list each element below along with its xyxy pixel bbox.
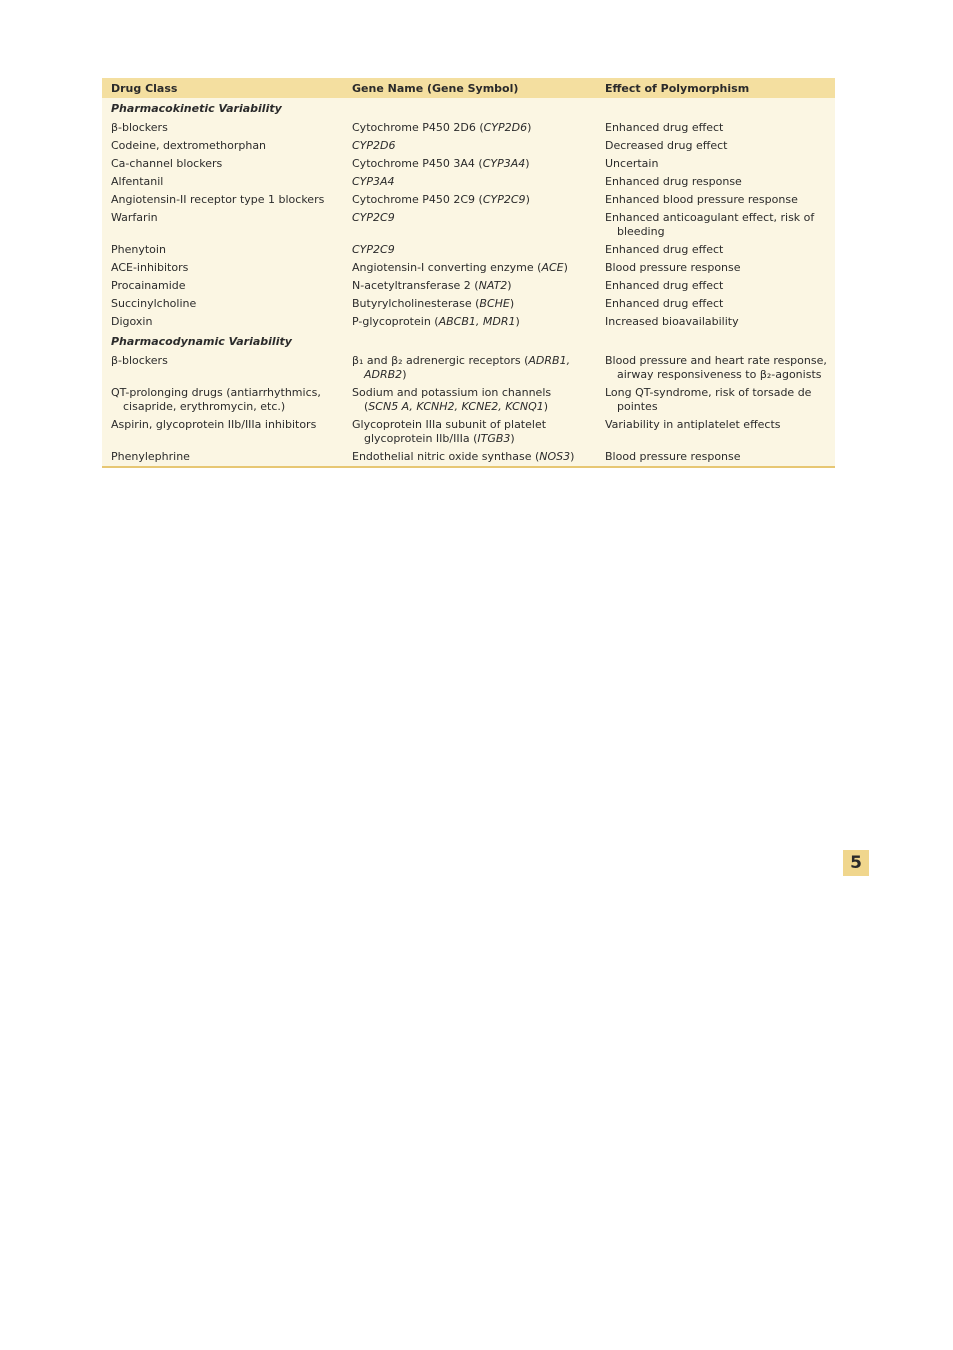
effect-cell-text: Blood pressure response: [605, 261, 741, 274]
gene-name-cell-text: Sodium and potassium ion channels (SCN5 A, KCNH2, KCNE2, KCNQ1): [352, 386, 552, 413]
gene-name-cell-text: CYP3A4: [352, 175, 395, 188]
effect-cell: [596, 384, 835, 416]
drug-class-cell: [102, 352, 343, 384]
effect-cell-text: Enhanced blood pressure response: [605, 193, 798, 206]
drug-class-cell: [102, 137, 343, 155]
gene-name-cell-text: Angiotensin-I converting enzyme (ACE): [352, 261, 568, 274]
table-row: [102, 137, 835, 155]
table-row: [102, 352, 835, 384]
drug-class-cell: [102, 209, 343, 241]
drug-class-cell: [102, 259, 343, 277]
gene-name-cell: [343, 241, 596, 259]
gene-name-cell: [343, 173, 596, 191]
gene-name-cell: [343, 448, 596, 466]
table-row: [102, 313, 835, 331]
drug-class-cell: [102, 448, 343, 466]
effect-cell-text: Variability in antiplatelet effects: [605, 418, 781, 431]
effect-cell-text: Enhanced drug response: [605, 175, 742, 188]
drug-class-cell-text: Codeine, dextromethorphan: [111, 139, 267, 152]
table-row: [102, 384, 835, 416]
effect-cell: [596, 209, 835, 241]
gene-name-cell-text: Cytochrome P450 2C9 (CYP2C9): [352, 193, 530, 206]
gene-name-cell-text: P-glycoprotein (ABCB1, MDR1): [352, 315, 520, 328]
table-row: [102, 241, 835, 259]
gene-name-cell: [343, 384, 596, 416]
gene-name-cell: [343, 155, 596, 173]
header-gene-name: Gene Name (Gene Symbol): [343, 78, 596, 98]
effect-cell: [596, 352, 835, 384]
table-row: [102, 416, 835, 448]
drug-class-cell-text: Phenylephrine: [111, 450, 190, 463]
effect-cell: [596, 295, 835, 313]
drug-class-cell-text: Alfentanil: [111, 175, 164, 188]
drug-class-cell-text: β-blockers: [111, 354, 168, 367]
drug-class-cell: [102, 295, 343, 313]
table-row: [102, 191, 835, 209]
gene-name-cell: [343, 209, 596, 241]
effect-cell-text: Uncertain: [605, 157, 659, 170]
drug-class-cell-text: QT-prolonging drugs (antiarrhythmics, cisapride, erythromycin, etc.): [111, 386, 321, 413]
section-header-row: [102, 98, 835, 119]
drug-class-cell: [102, 155, 343, 173]
gene-name-cell: [343, 416, 596, 448]
section-title: Pharmacodynamic Variability: [111, 335, 292, 348]
gene-name-cell-text: Glycoprotein IIIa subunit of platelet glycoprotein IIb/IIIa (ITGB3): [352, 418, 547, 445]
effect-cell-text: Decreased drug effect: [605, 139, 728, 152]
drug-class-cell: [102, 313, 343, 331]
table-row: [102, 259, 835, 277]
effect-cell: [596, 448, 835, 466]
effect-cell: [596, 277, 835, 295]
gene-name-cell: [343, 191, 596, 209]
table-row: [102, 448, 835, 466]
drug-class-cell: [102, 241, 343, 259]
pharmacogenomics-table: [102, 78, 835, 468]
table-header-row: [102, 78, 835, 98]
drug-class-cell: [102, 119, 343, 137]
gene-name-cell-text: CYP2C9: [352, 243, 395, 256]
drug-class-cell-text: Digoxin: [111, 315, 153, 328]
table-row: [102, 277, 835, 295]
drug-class-cell-text: Ca-channel blockers: [111, 157, 223, 170]
table-row: [102, 209, 835, 241]
drug-class-cell-text: Succinylcholine: [111, 297, 197, 310]
effect-cell: [596, 259, 835, 277]
data-table: [102, 78, 835, 466]
effect-cell: [596, 137, 835, 155]
effect-cell-text: Enhanced drug effect: [605, 297, 724, 310]
effect-cell: [596, 191, 835, 209]
gene-name-cell-text: N-acetyltransferase 2 (NAT2): [352, 279, 512, 292]
gene-name-cell: [343, 352, 596, 384]
effect-cell-text: Long QT-syndrome, risk of torsade de pointes: [605, 386, 812, 413]
effect-cell-text: Enhanced drug effect: [605, 279, 724, 292]
gene-name-cell-text: Endothelial nitric oxide synthase (NOS3): [352, 450, 575, 463]
drug-class-cell-text: Aspirin, glycoprotein IIb/IIIa inhibitors: [111, 418, 317, 431]
effect-cell-text: Enhanced anticoagulant effect, risk of bleeding: [605, 211, 815, 238]
effect-cell: [596, 313, 835, 331]
header-effect: Effect of Polymorphism: [596, 78, 835, 98]
effect-cell-text: Enhanced drug effect: [605, 121, 724, 134]
drug-class-cell: [102, 384, 343, 416]
header-drug-class: Drug Class: [102, 78, 343, 98]
gene-name-cell: [343, 259, 596, 277]
drug-class-cell: [102, 416, 343, 448]
effect-cell: [596, 119, 835, 137]
gene-name-cell-text: Butyrylcholinesterase (BCHE): [352, 297, 515, 310]
drug-class-cell-text: Warfarin: [111, 211, 158, 224]
gene-name-cell-text: CYP2C9: [352, 211, 395, 224]
section-header-row: [102, 331, 835, 352]
drug-class-cell-text: Phenytoin: [111, 243, 166, 256]
gene-name-cell: [343, 119, 596, 137]
section-title: Pharmacokinetic Variability: [111, 102, 282, 115]
gene-name-cell: [343, 295, 596, 313]
drug-class-cell: [102, 277, 343, 295]
drug-class-cell-text: Angiotensin-II receptor type 1 blockers: [111, 193, 325, 206]
effect-cell-text: Increased bioavailability: [605, 315, 739, 328]
effect-cell: [596, 416, 835, 448]
table-row: [102, 155, 835, 173]
effect-cell-text: Blood pressure response: [605, 450, 741, 463]
gene-name-cell-text: CYP2D6: [352, 139, 396, 152]
gene-name-cell-text: Cytochrome P450 3A4 (CYP3A4): [352, 157, 530, 170]
effect-cell-text: Blood pressure and heart rate response, airway responsiveness to β₂-agonists: [605, 354, 827, 381]
gene-name-cell: [343, 137, 596, 155]
effect-cell: [596, 241, 835, 259]
drug-class-cell-text: β-blockers: [111, 121, 168, 134]
effect-cell: [596, 173, 835, 191]
drug-class-cell: [102, 173, 343, 191]
drug-class-cell-text: ACE-inhibitors: [111, 261, 189, 274]
drug-class-cell: [102, 191, 343, 209]
drug-class-cell-text: Procainamide: [111, 279, 186, 292]
table-body: [102, 98, 835, 466]
table-row: [102, 295, 835, 313]
table-row: [102, 119, 835, 137]
effect-cell: [596, 155, 835, 173]
page-number-badge: 5: [843, 850, 869, 876]
table-row: [102, 173, 835, 191]
effect-cell-text: Enhanced drug effect: [605, 243, 724, 256]
gene-name-cell-text: β₁ and β₂ adrenergic receptors (ADRB1, ADRB2): [352, 354, 571, 381]
gene-name-cell-text: Cytochrome P450 2D6 (CYP2D6): [352, 121, 532, 134]
gene-name-cell: [343, 277, 596, 295]
gene-name-cell: [343, 313, 596, 331]
